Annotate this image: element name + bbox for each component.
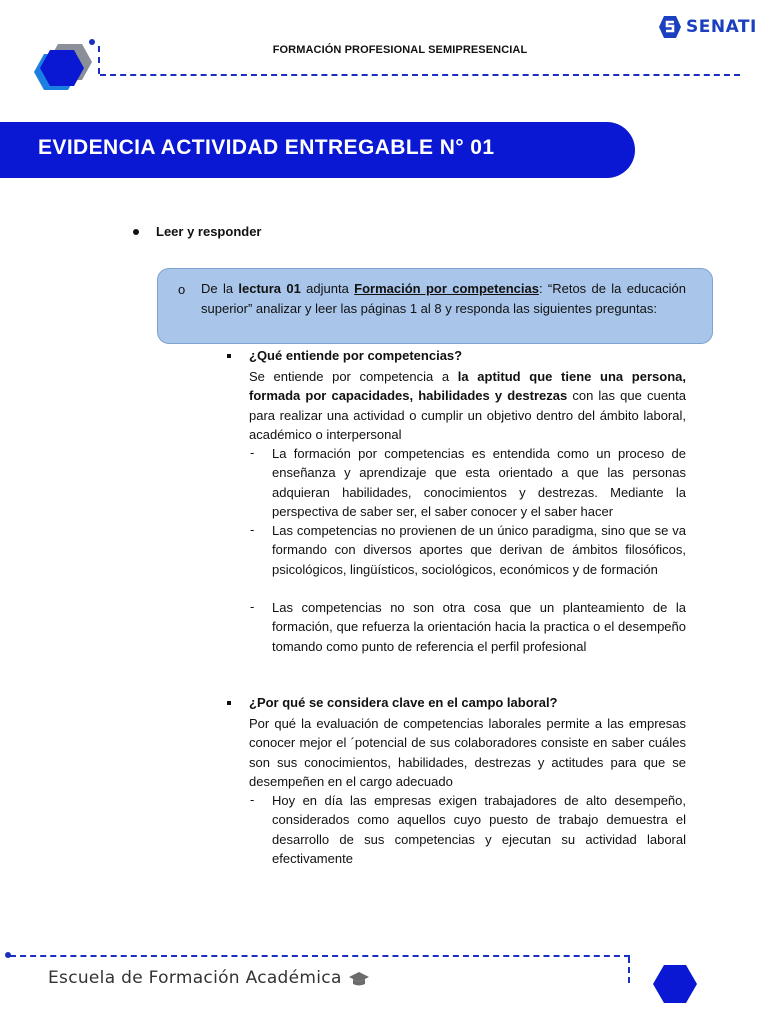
question-1-point-2: Las competencias no provienen de un único paradigma, sino que se va formando con diversos aportes que derivan de ámbitos filosóficos, psicológicos, lingüísticos, sociológicos, económicos y de formación [272, 523, 686, 577]
question-2-answer: Por qué la evaluación de competencias laborales permite a las empresas conocer mejor el ´potencial de sus colaboradores consiste en saber cuáles son sus conocimientos, habilidades, destrezas y actitudes para que se desempeñen en el cargo adecuado [249, 716, 686, 790]
dash-marker: - [250, 792, 255, 807]
header-title: FORMACIÓN PROFESIONAL SEMIPRESENCIAL [272, 44, 528, 56]
question-2-heading: ¿Por qué se considera clave en el campo laboral? [249, 695, 558, 710]
dash-marker: - [250, 445, 255, 460]
instruction-bullet: Leer y responder [156, 224, 262, 239]
footer-school-name: Escuela de Formación Académica [48, 968, 342, 988]
bullet-dot [133, 229, 139, 235]
dash-marker: - [250, 599, 255, 614]
question-1-answer: Se entiende por competencia a la aptitud que tiene una persona, formada por capacidades, habilidades y destrezas con las que cuenta para realizar una actividad o cumplir un objetivo dentro del ámbito laboral, académico o interpersonal [249, 369, 686, 443]
square-bullet [227, 354, 231, 358]
question-1-heading: ¿Qué entiende por competencias? [249, 348, 463, 363]
circle-bullet-marker: o [178, 282, 186, 297]
footer-hexagon-icon [652, 964, 698, 1004]
dash-marker: - [250, 522, 255, 537]
senati-s-icon [658, 15, 682, 39]
senati-brand-text: SENATI [686, 17, 757, 37]
banner-title: EVIDENCIA ACTIVIDAD ENTREGABLE N° 01 [38, 136, 495, 159]
senati-logo [658, 14, 758, 40]
question-1-point-1: La formación por competencias es entendida como un proceso de enseñanza y aprendizaje que esta orientado a que las personas adquieran habilidades, conocimientos y destrezas. Mediante la perspectiva de saber ser, el saber conocer y el saber hacer [272, 446, 686, 520]
footer-dashed-line-vertical [628, 957, 630, 983]
header-dashed-line [100, 74, 740, 76]
reading-title: Formación por competencias [354, 281, 539, 296]
question-2-point-1: Hoy en día las empresas exigen trabajadores de alto desempeño, considerados como aquellos cuyo puesto de trabajo demuestra el desarrollo de sus competencias y ejecutan su actividad laboral efectivamente [272, 793, 686, 867]
instruction-box-text: De la lectura 01 adjunta Formación por competencias: “Retos de la educación superior” analizar y leer las páginas 1 al 8 y responda las siguientes preguntas: [201, 281, 687, 316]
lectura-label: lectura 01 [238, 281, 301, 296]
graduation-cap-icon [348, 970, 370, 988]
square-bullet [227, 701, 231, 705]
footer-dashed-line [10, 955, 630, 957]
question-1-point-3: Las competencias no son otra cosa que un planteamiento de la formación, que refuerza la orientación hacia la practica o el desempeño tomando como punto de referencia el perfil profesional [272, 600, 686, 654]
